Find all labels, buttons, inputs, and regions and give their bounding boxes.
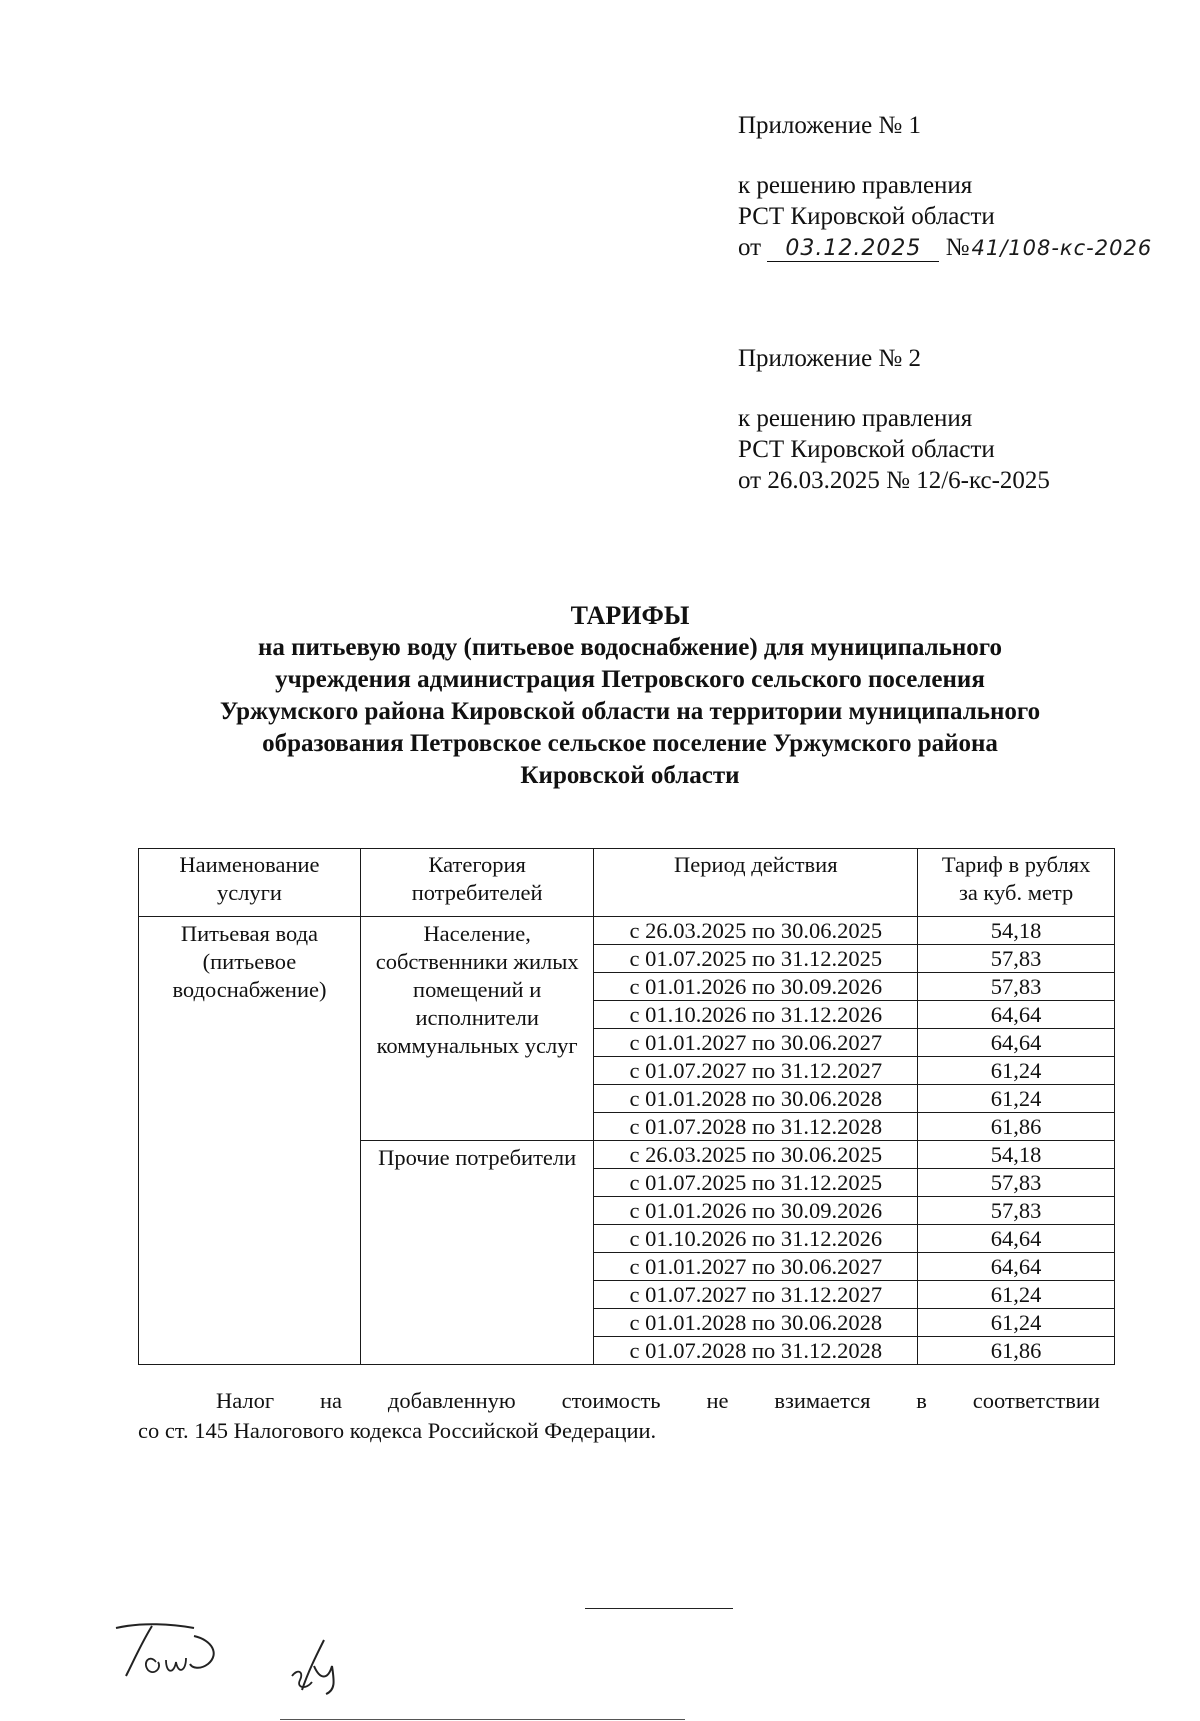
period-cell: с 01.01.2027 по 30.06.2027 (594, 1029, 918, 1057)
signature (286, 1636, 356, 1696)
table-header-row (139, 849, 1115, 917)
period-cell: с 26.03.2025 по 30.06.2025 (594, 1141, 918, 1169)
tariff-cell: 64,64 (918, 1001, 1115, 1029)
period-cell: с 01.07.2028 по 31.12.2028 (594, 1337, 918, 1365)
period-cell: с 01.01.2027 по 30.06.2027 (594, 1253, 918, 1281)
tariff-cell: 57,83 (918, 1197, 1115, 1225)
bottom-rule (280, 1719, 685, 1720)
heading-line: на питьевую воду (питьевое водоснабжение) для муниципального (257, 634, 1003, 661)
appendix-2-line3: от 26.03.2025 № 12/6-кс-2025 (738, 467, 1050, 494)
appendix-2-block (738, 343, 1050, 496)
appendix-2-line2: РСТ Кировской области (738, 436, 995, 463)
tax-note (138, 1386, 1100, 1446)
heading-line: учреждения администрация Петровского сельского поселения (275, 666, 985, 693)
period-cell: с 01.01.2028 по 30.06.2028 (594, 1085, 918, 1113)
initials-signature (112, 1618, 232, 1684)
appendix-1-decision-line (738, 232, 1183, 263)
period-cell: с 01.01.2028 по 30.06.2028 (594, 1309, 918, 1337)
category-cell-other: Прочие потребители (360, 1141, 593, 1365)
tariff-cell: 64,64 (918, 1225, 1115, 1253)
category-cell-population: Население, собственники жилых помещений и исполнители коммунальных услуг (360, 917, 593, 1141)
appendix-2-title: Приложение № 2 (738, 345, 922, 372)
period-cell: с 01.07.2025 по 31.12.2025 (594, 1169, 918, 1197)
tariff-cell: 64,64 (918, 1253, 1115, 1281)
appendix-1-line1: к решению правления (738, 172, 973, 199)
tariff-cell: 57,83 (918, 973, 1115, 1001)
appendix-1-block (738, 110, 1183, 263)
handwritten-number: 41/108-кс-2026 (971, 236, 1153, 260)
appendix-1-line2: РСТ Кировской области (738, 203, 995, 230)
tariff-cell: 61,24 (918, 1281, 1115, 1309)
period-cell: с 01.07.2028 по 31.12.2028 (594, 1113, 918, 1141)
tariff-cell: 57,83 (918, 1169, 1115, 1197)
handwritten-date: 03.12.2025 (767, 237, 939, 262)
tariff-cell: 57,83 (918, 945, 1115, 973)
heading-line: Уржумского района Кировской области на территории муниципального (219, 698, 1041, 725)
header-service: Наименование услуги (139, 849, 361, 917)
tariff-cell: 61,24 (918, 1057, 1115, 1085)
appendix-2-line1: к решению правления (738, 405, 973, 432)
period-cell: с 01.10.2026 по 31.12.2026 (594, 1001, 918, 1029)
period-cell: с 01.07.2027 по 31.12.2027 (594, 1281, 918, 1309)
heading-line: образования Петровское сельское поселение Уржумского района (262, 730, 998, 757)
period-cell: с 01.07.2025 по 31.12.2025 (594, 945, 918, 973)
header-tariff: Тариф в рублях за куб. метр (918, 849, 1115, 917)
tariff-cell: 61,24 (918, 1309, 1115, 1337)
heading-main: ТАРИФЫ (570, 601, 690, 630)
appendix-1-from-label: от (738, 234, 762, 261)
header-category: Категория потребителей (360, 849, 593, 917)
period-cell: с 26.03.2025 по 30.06.2025 (594, 917, 918, 945)
tariff-cell: 61,86 (918, 1337, 1115, 1365)
period-cell: с 01.07.2027 по 31.12.2027 (594, 1057, 918, 1085)
tax-note-line2: со ст. 145 Налогового кодекса Российской Федерации. (138, 1418, 657, 1443)
tax-note-line1: Налог на добавленную стоимость не взимается в соответствии (216, 1388, 1100, 1413)
header-period: Период действия (594, 849, 918, 917)
appendix-1-title: Приложение № 1 (738, 112, 922, 139)
tariff-cell: 54,18 (918, 917, 1115, 945)
tariff-cell: 61,24 (918, 1085, 1115, 1113)
period-cell: с 01.01.2026 по 30.09.2026 (594, 1197, 918, 1225)
tariff-cell: 61,86 (918, 1113, 1115, 1141)
period-cell: с 01.10.2026 по 31.12.2026 (594, 1225, 918, 1253)
end-separator (585, 1608, 733, 1609)
tariff-cell: 64,64 (918, 1029, 1115, 1057)
service-name-cell: Питьевая вода (питьевое водоснабжение) (139, 917, 361, 1365)
period-cell: с 01.01.2026 по 30.09.2026 (594, 973, 918, 1001)
heading-line: Кировской области (520, 762, 740, 789)
tariff-cell: 54,18 (918, 1141, 1115, 1169)
document-heading (130, 600, 1130, 792)
tariffs-table (138, 848, 1115, 1365)
appendix-1-number-label: № (945, 234, 970, 261)
table-row (139, 917, 1115, 945)
